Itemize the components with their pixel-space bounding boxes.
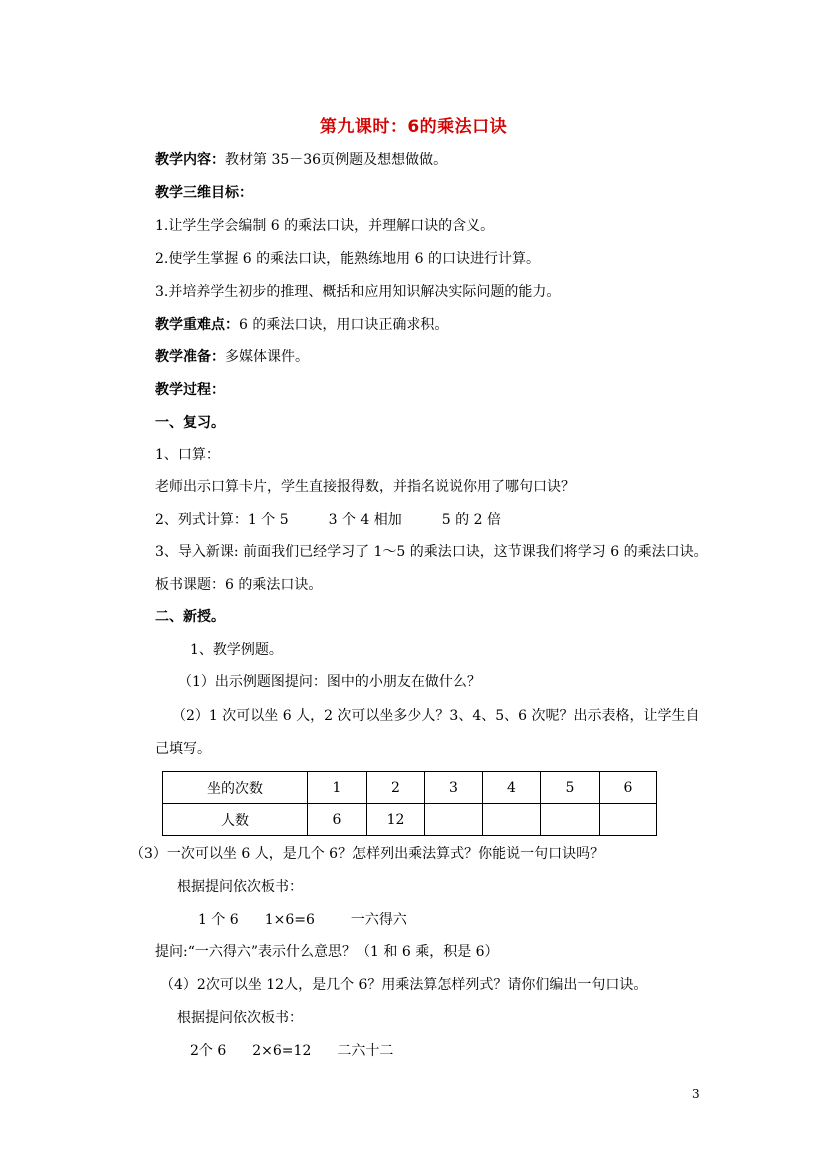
step-2-line-1: （2）1 次可以坐 6 人，2 次可以坐多少人？3、4、5、6 次呢？出示表格，让学生自 — [172, 708, 700, 724]
goal-2: 2.使学生掌握 6 的乘法口诀，能熟练地用 6 的口诀进行计算。 — [155, 251, 540, 267]
table-cell: 6 — [600, 772, 657, 804]
table-row — [163, 804, 657, 836]
table-cell: 3 — [425, 772, 483, 804]
lesson-title: 第九课时：6的乘法口诀 — [319, 117, 508, 137]
table-cell: 12 — [367, 804, 425, 836]
board-row-2 — [190, 1041, 393, 1061]
board-title-line: 板书课题：6 的乘法口诀。 — [155, 577, 323, 593]
table-cell: 1 — [308, 772, 367, 804]
row-1-count: 1 个 6 — [198, 912, 239, 928]
content-line — [155, 150, 447, 170]
row-1-equation: 1×6=6 — [264, 912, 315, 928]
item-2-part-c: 5 的 2 倍 — [441, 512, 501, 528]
goal-1: 1.让学生学会编制 6 的乘法口诀，并理解口诀的含义。 — [155, 218, 495, 234]
table-row — [163, 772, 657, 804]
review-item-2 — [155, 510, 501, 530]
step-1: （1）出示例题图提问：图中的小朋友在做什么？ — [178, 674, 481, 690]
teach-example: 1、教学例题。 — [190, 642, 283, 658]
question-line: 提问:“一六得六”表示什么意思？（1 和 6 乘，积是 6） — [155, 944, 499, 960]
multiplication-table — [162, 771, 657, 836]
goal-3: 3.并培养学生初步的推理、概括和应用知识解决实际问题的能力。 — [155, 284, 561, 300]
item-2-part-b: 3 个 4 相加 — [328, 512, 402, 528]
goals-heading: 教学三维目标： — [155, 185, 253, 201]
table-cell — [600, 804, 657, 836]
step-4: （4）2次可以坐 12人，是几个 6？用乘法算怎样列式？请你们编出一句口诀。 — [160, 977, 648, 993]
table-cell — [483, 804, 541, 836]
board-by-question-2: 根据提问依次板书： — [177, 1010, 303, 1026]
content-text: 教材第 35－36页例题及想想做做。 — [225, 152, 448, 168]
row-2-rhyme: 二六十二 — [337, 1043, 394, 1059]
table-cell: 5 — [541, 772, 600, 804]
table-cell — [541, 804, 600, 836]
review-item-1: 1、口算： — [155, 447, 220, 463]
section-new-heading: 二、新授。 — [155, 609, 225, 625]
key-points-text: 6 的乘法口诀，用口诀正确求积。 — [239, 317, 449, 333]
review-item-3: 3、导入新课: 前面我们已经学习了 1～5 的乘法口诀，这节课我们将学习 6 的乘法口诀。 — [155, 544, 708, 560]
board-by-question-1: 根据提问依次板书： — [177, 879, 303, 895]
table-cell: 人数 — [163, 804, 308, 836]
preparation-line — [155, 347, 309, 367]
board-row-1 — [198, 910, 407, 930]
key-points-line — [155, 315, 448, 335]
content-label: 教学内容： — [155, 152, 225, 168]
preparation-label: 教学准备： — [155, 349, 225, 365]
step-2-line-2: 己填写。 — [155, 741, 211, 757]
table-cell: 2 — [367, 772, 425, 804]
row-2-equation: 2×6=12 — [252, 1043, 312, 1059]
table-cell: 4 — [483, 772, 541, 804]
table-cell: 6 — [308, 804, 367, 836]
row-1-rhyme: 一六得六 — [350, 912, 407, 928]
process-heading: 教学过程： — [155, 382, 225, 398]
section-review-heading: 一、复习。 — [155, 415, 225, 431]
review-item-1-text: 老师出示口算卡片，学生直接报得数，并指名说说你用了哪句口诀？ — [155, 479, 575, 495]
item-2-part-a: 2、列式计算：1 个 5 — [155, 512, 289, 528]
key-points-label: 教学重难点： — [155, 317, 239, 333]
table-cell: 坐的次数 — [163, 772, 308, 804]
page-number: 3 — [692, 1087, 700, 1101]
row-2-count: 2个 6 — [190, 1043, 227, 1059]
preparation-text: 多媒体课件。 — [225, 349, 309, 365]
step-3: （3）一次可以坐 6 人，是几个 6？怎样列出乘法算式？你能说一句口诀吗？ — [130, 846, 605, 862]
table-cell — [425, 804, 483, 836]
